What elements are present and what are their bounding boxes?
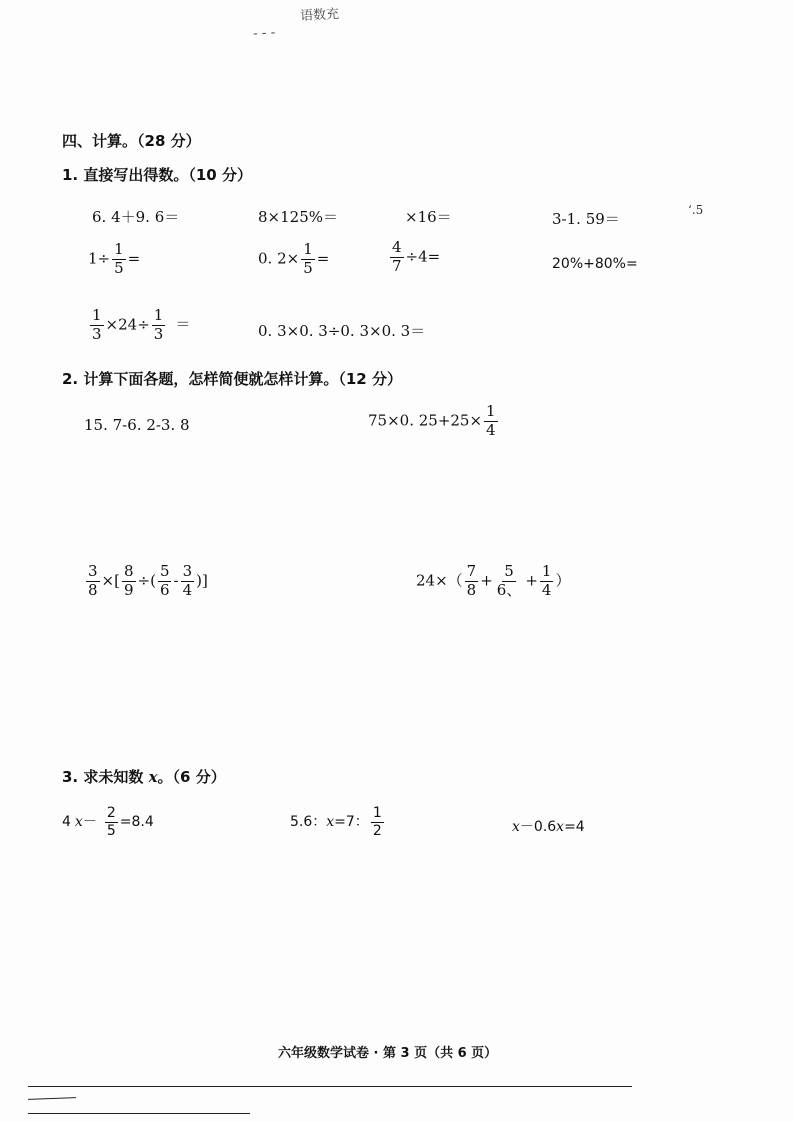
numerator: 4 — [392, 238, 402, 256]
fraction — [112, 242, 126, 277]
denominator: 5 — [106, 822, 116, 839]
p3-eq1-coef: 4 — [62, 814, 71, 831]
p1-row2-b — [258, 242, 329, 277]
denominator: 3 — [153, 324, 164, 343]
fraction — [484, 404, 498, 439]
numerator: 3 — [182, 562, 193, 580]
p1-row1-b: 8×125%＝ — [258, 208, 338, 226]
fraction — [152, 308, 166, 343]
p2-q4-pre: 24×（ — [416, 571, 463, 590]
top-cut-text: 语数充 — [299, 6, 340, 25]
fraction — [122, 564, 136, 599]
numerator: 1 — [486, 402, 496, 420]
p1-row3-a — [88, 308, 190, 343]
p3-eq2-pre: 5.6： — [290, 814, 327, 831]
variable-x: x — [326, 814, 335, 831]
fraction — [90, 308, 104, 343]
variable-x: x — [512, 819, 520, 835]
p2-q4-plus: + — [480, 571, 493, 590]
p3-eq1 — [62, 806, 154, 838]
fraction — [390, 240, 404, 275]
part2-title: 2. 计算下面各题，怎样简便就怎样计算。（12 分） — [62, 370, 402, 388]
numerator: 1 — [541, 562, 552, 580]
fraction — [181, 564, 195, 599]
p1-row2-c — [388, 240, 440, 275]
page-footer: 六年级数学试卷 · 第 3 页（共 6 页） — [278, 1046, 498, 1061]
denominator: 4 — [486, 420, 496, 439]
p2-q1: 15. 7-6. 2-3. 8 — [84, 416, 190, 434]
denominator: 4 — [182, 580, 193, 599]
bottom-scan-line — [28, 1086, 632, 1087]
fraction — [158, 564, 172, 599]
p1-row3-a-mid: ×24÷ — [105, 315, 150, 334]
fraction — [105, 806, 118, 838]
p2-q4-plus: + — [525, 571, 538, 590]
denominator: 5 — [114, 258, 124, 277]
top-dash-mark: - - - — [252, 25, 276, 42]
denominator: 5 — [303, 258, 313, 277]
numerator: 1 — [114, 240, 124, 258]
numerator: 5 — [159, 562, 170, 580]
part3-title-post: 。（6 分） — [157, 768, 226, 786]
p1-row2-b-post: = — [316, 249, 330, 268]
p2-q3-mid: ×[ — [101, 571, 120, 590]
p3-eq2 — [290, 806, 386, 838]
denominator: 3 — [92, 324, 102, 343]
denominator: 6、 — [496, 580, 522, 599]
fraction — [371, 806, 384, 838]
p1-row2-c-post: ÷4= — [405, 247, 441, 266]
fraction — [465, 564, 479, 599]
p2-q2-pre: 75×0. 25+25× — [368, 411, 483, 430]
p3-eq1-post: =8.4 — [119, 814, 154, 831]
p3-eq3-post: =4 — [564, 819, 585, 835]
p2-q2 — [368, 404, 500, 439]
p3-eq2-mid: =7： — [334, 814, 369, 831]
denominator: 2 — [372, 822, 382, 839]
p2-q3-minus: - — [173, 571, 179, 590]
p3-eq3 — [512, 816, 585, 836]
variable-x: x — [556, 819, 565, 835]
p2-q3-div: ÷( — [137, 571, 156, 590]
p1-row2-a — [88, 242, 140, 277]
p1-row3-b: 0. 3×0. 3÷0. 3×0. 3＝ — [258, 322, 426, 340]
denominator: 7 — [392, 256, 402, 275]
p2-q4-end: ） — [555, 571, 571, 590]
p1-row1-c: ×16＝ — [405, 208, 452, 226]
fraction — [301, 242, 315, 277]
numerator: 2 — [106, 805, 116, 821]
p2-q4 — [416, 564, 570, 599]
bottom-scan-mark — [28, 1097, 76, 1100]
p1-row2-a-post: = — [127, 249, 141, 268]
edge-mark: ʻ.5 — [688, 203, 704, 217]
denominator: 6 — [159, 580, 170, 599]
numerator: 1 — [372, 805, 382, 821]
p1-row2-b-pre: 0. 2× — [258, 249, 300, 268]
p3-eq3-mid: －0.6 — [519, 819, 557, 835]
denominator: 9 — [123, 580, 134, 599]
part3-title — [62, 766, 226, 787]
p1-row3-a-post: ＝ — [175, 315, 191, 334]
numerator: 1 — [92, 306, 102, 324]
bottom-scan-line-short — [28, 1113, 250, 1114]
part3-title-pre: 3. 求未知数 — [62, 768, 149, 786]
denominator: 4 — [541, 580, 552, 599]
p2-q3-end: )] — [196, 571, 208, 590]
fraction — [495, 564, 524, 599]
p1-row2-d: 20%+80%= — [552, 256, 638, 272]
p1-row2-a-pre: 1÷ — [88, 249, 111, 268]
part1-title: 1. 直接写出得数。（10 分） — [62, 166, 252, 184]
numerator: 7 — [466, 562, 477, 580]
section-title: 四、计算。（28 分） — [62, 132, 201, 150]
fraction — [540, 564, 554, 599]
fraction — [86, 564, 100, 599]
numerator: 1 — [153, 306, 164, 324]
p3-eq1-minus: － — [82, 814, 97, 831]
denominator: 8 — [88, 580, 98, 599]
numerator: 1 — [303, 240, 313, 258]
numerator: 8 — [123, 562, 134, 580]
p2-q3 — [84, 564, 208, 599]
p1-row1-d: 3-1. 59＝ — [552, 210, 620, 228]
denominator: 8 — [466, 580, 477, 599]
variable-x: x — [74, 814, 83, 831]
numerator: 3 — [88, 562, 98, 580]
numerator: 5 — [504, 562, 514, 580]
variable-x: x — [148, 768, 158, 786]
p1-row1-a: 6. 4＋9. 6＝ — [92, 208, 180, 226]
